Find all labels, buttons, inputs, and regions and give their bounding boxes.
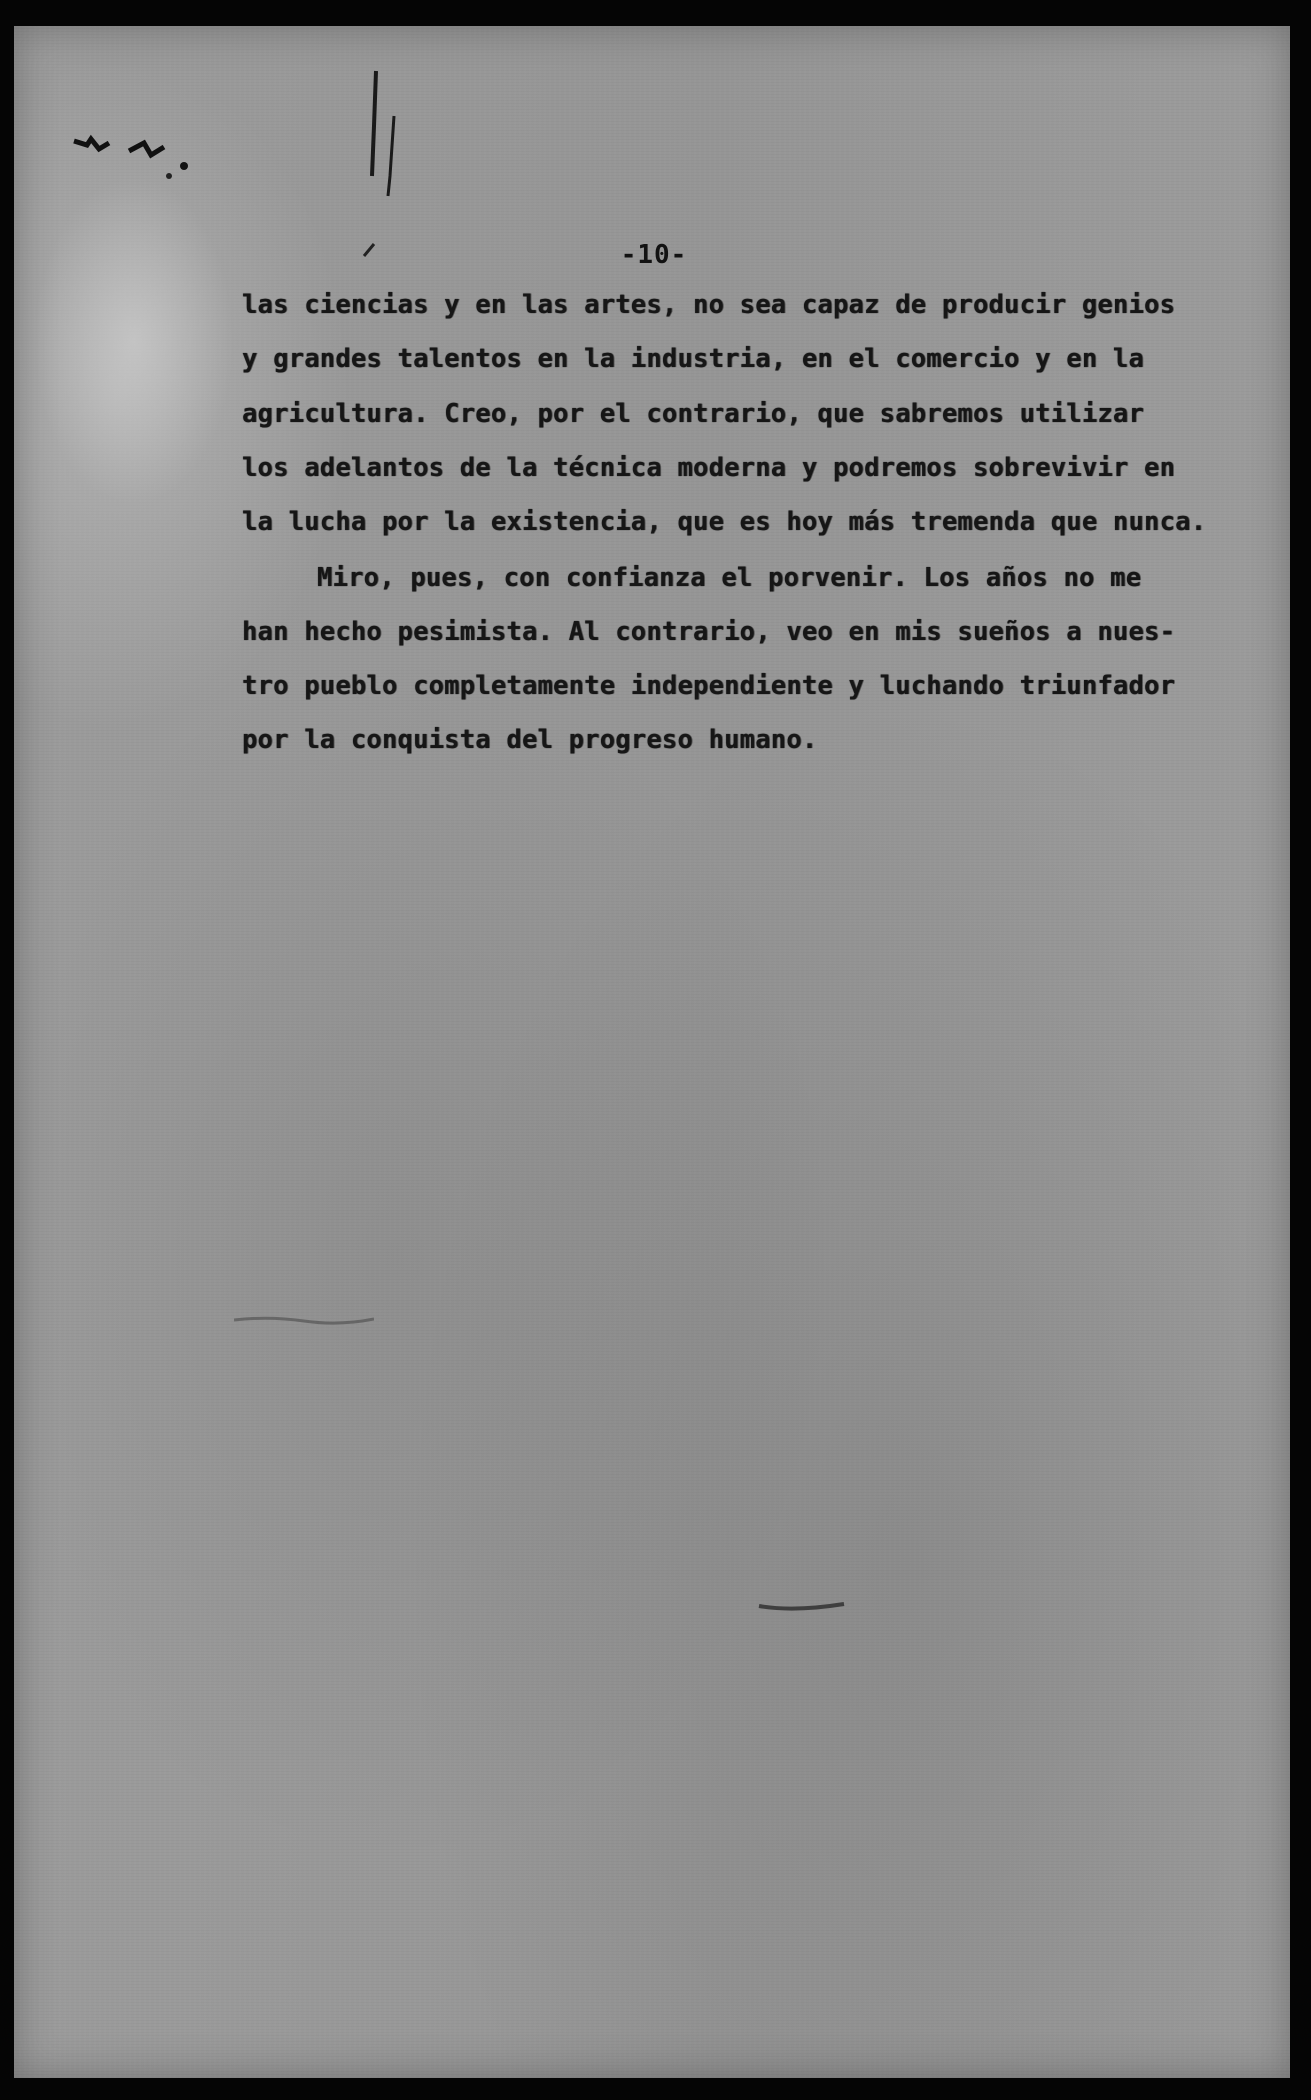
body-line-8: tro pueblo completamente independiente y luchando triunfador [242,671,1176,701]
page-number: -10- [620,240,688,270]
typewritten-page [14,26,1290,2078]
body-line-1: las ciencias y en las artes, no sea capaz de producir genios [242,290,1176,320]
body-line-4: los adelantos de la técnica moderna y podremos sobrevivir en [242,453,1176,483]
body-line-9: por la conquista del progreso humano. [242,725,818,755]
faint-fold-mark [234,1313,374,1327]
body-line-6: Miro, pues, con confianza el porvenir. Los años no me [317,563,1142,593]
paper-scuff-mark [754,1586,854,1616]
ink-smudge-mark [69,121,219,181]
paper-stain [34,176,234,506]
pencil-tick-marks [354,66,444,266]
body-line-5: la lucha por la existencia, que es hoy más tremenda que nunca. [242,507,1207,537]
body-line-7: han hecho pesimista. Al contrario, veo en mis sueños a nues- [242,617,1176,647]
body-line-3: agricultura. Creo, por el contrario, que sabremos utilizar [242,399,1145,429]
body-line-2: y grandes talentos en la industria, en el comercio y en la [242,344,1145,374]
